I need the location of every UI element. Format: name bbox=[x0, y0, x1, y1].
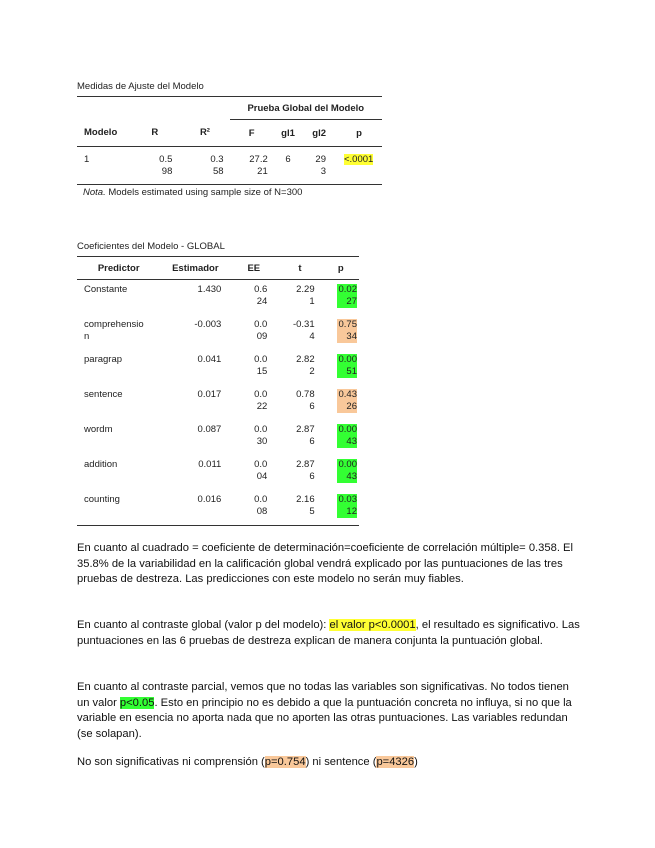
highlight-text: el valor p<0.0001 bbox=[329, 619, 416, 631]
col-header-f: F bbox=[230, 120, 274, 147]
cell-ee: 0.004 bbox=[254, 459, 268, 482]
col-header-modelo: Modelo bbox=[77, 120, 129, 147]
text: , el resultado es significativo. Las puntuaciones en las 6 pruebas de destreza explican de manera conjunta la puntuación global. bbox=[77, 619, 580, 647]
cell-ee: 0.624 bbox=[254, 284, 268, 307]
cell-estimador: -0.003 bbox=[194, 319, 222, 330]
cell-r2: 0.358 bbox=[210, 154, 224, 177]
col-header-predictor: Predictor bbox=[77, 257, 160, 280]
cell-ee: 0.008 bbox=[254, 494, 268, 517]
coefficients-table bbox=[77, 256, 359, 526]
col-header-gl2: gl2 bbox=[302, 120, 336, 147]
table-row bbox=[77, 147, 382, 185]
table-row bbox=[77, 420, 359, 455]
cell-p: 0.0043 bbox=[338, 459, 357, 482]
cell-ee: 0.015 bbox=[254, 354, 268, 377]
col-header-r2: R² bbox=[180, 120, 229, 147]
highlight-text: p<0.05 bbox=[119, 696, 155, 709]
note-label: Nota. bbox=[83, 187, 106, 198]
cell-gl2: 293 bbox=[315, 154, 326, 177]
paragraph-partial-test bbox=[77, 680, 582, 742]
cell-t: 0.786 bbox=[296, 389, 315, 412]
cell-modelo: 1 bbox=[84, 154, 90, 165]
paragraph-r2: En cuanto al cuadrado = coeficiente de determinación=coeficiente de correlación múltiple= 0.358. El 35.8% de la variabilidad en la calificación global vendrá explicado por las puntuaciones de las tres pruebas de destreza. Las predicciones con este modelo no serán muy fiables. bbox=[77, 542, 573, 585]
cell-f: 27.221 bbox=[249, 154, 268, 177]
cell-t: 2.291 bbox=[296, 284, 315, 307]
cell-estimador: 1.430 bbox=[197, 284, 222, 295]
col-header-r: R bbox=[129, 120, 180, 147]
table1-caption: Medidas de Ajuste del Modelo bbox=[77, 81, 204, 92]
table1-note bbox=[83, 187, 302, 198]
cell-t: -0.314 bbox=[292, 319, 315, 342]
cell-estimador: 0.017 bbox=[197, 389, 222, 400]
group-header: Prueba Global del Modelo bbox=[230, 97, 382, 120]
cell-p: 0.4326 bbox=[338, 389, 357, 412]
cell-p: 0.0312 bbox=[338, 494, 357, 517]
text: En cuanto al contraste parcial, vemos que no todas las variables son significativas. No todos tienen un valor bbox=[77, 681, 569, 709]
cell-predictor: sentence bbox=[84, 389, 123, 400]
cell-predictor: wordm bbox=[84, 424, 113, 435]
cell-p: 0.0043 bbox=[338, 424, 357, 447]
text: ) bbox=[414, 756, 418, 768]
col-header-t: t bbox=[277, 257, 322, 280]
cell-estimador: 0.041 bbox=[197, 354, 222, 365]
cell-p: 0.0227 bbox=[338, 284, 357, 307]
paragraph-non-significant bbox=[77, 755, 582, 771]
cell-t: 2.822 bbox=[296, 354, 315, 377]
table-row bbox=[77, 455, 359, 490]
note-text: Models estimated using sample size of N=300 bbox=[105, 187, 303, 198]
cell-p: 0.0051 bbox=[338, 354, 357, 377]
cell-gl1: 6 bbox=[285, 154, 291, 165]
cell-r: 0.598 bbox=[159, 154, 173, 177]
cell-t: 2.165 bbox=[296, 494, 315, 517]
cell-p: 0.7534 bbox=[338, 319, 357, 342]
cell-estimador: 0.011 bbox=[198, 459, 222, 470]
col-header-p: p bbox=[323, 257, 359, 280]
col-header-p: p bbox=[336, 120, 382, 147]
cell-estimador: 0.016 bbox=[197, 494, 222, 505]
col-header-estimador: Estimador bbox=[160, 257, 230, 280]
cell-predictor: comprehension bbox=[84, 319, 144, 342]
cell-predictor: addition bbox=[84, 459, 118, 470]
cell-predictor: Constante bbox=[84, 284, 128, 295]
highlight-text: p=4326 bbox=[376, 756, 415, 768]
table2-caption: Coeficientes del Modelo - GLOBAL bbox=[77, 241, 225, 252]
cell-ee: 0.022 bbox=[254, 389, 268, 412]
cell-predictor: counting bbox=[84, 494, 120, 505]
text: ) ni sentence ( bbox=[305, 756, 377, 768]
table-row bbox=[77, 280, 359, 316]
cell-t: 2.876 bbox=[296, 424, 315, 447]
cell-ee: 0.030 bbox=[254, 424, 268, 447]
col-header-gl1: gl1 bbox=[274, 120, 303, 147]
table-row bbox=[77, 315, 359, 350]
group-header-spacer bbox=[77, 97, 230, 120]
highlight-text: p=0.754 bbox=[264, 756, 306, 768]
cell-estimador: 0.087 bbox=[197, 424, 222, 435]
cell-ee: 0.009 bbox=[254, 319, 268, 342]
cell-predictor: paragrap bbox=[84, 354, 123, 365]
paragraph-global-test bbox=[77, 618, 582, 649]
model-fit-table bbox=[77, 96, 382, 185]
text: En cuanto al contraste global (valor p del modelo): bbox=[77, 619, 330, 631]
cell-t: 2.876 bbox=[296, 459, 315, 482]
text: . Esto en principio no es debido a que la puntuación concreta no influya, si no que la variable en esencia no aporta nada que no aporten las otras puntuaciones. Las variables redundan (se solapan). bbox=[77, 696, 572, 740]
table-row bbox=[77, 490, 359, 526]
text: No son significativas ni comprensión ( bbox=[77, 756, 265, 768]
table-row bbox=[77, 350, 359, 385]
col-header-ee: EE bbox=[230, 257, 277, 280]
table-row bbox=[77, 385, 359, 420]
cell-p: <.0001 bbox=[344, 154, 374, 165]
